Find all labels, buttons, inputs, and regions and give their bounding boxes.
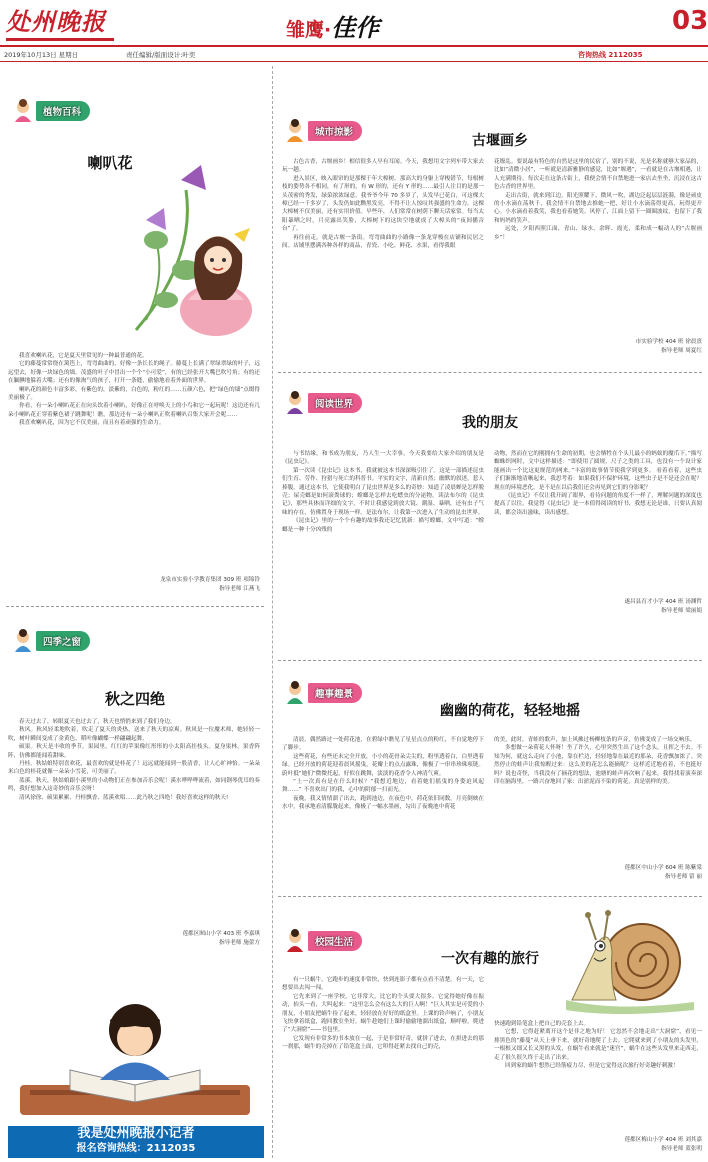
reading-kid-icon [10,990,260,1120]
author-school: 龙泉市实验小学教育集团 309 班 项锦铃 [160,577,260,583]
lotus-title: 幽幽的荷花，轻轻地摇 [440,703,580,719]
tag-town [282,120,362,142]
town-title: 古堰画乡 [472,133,528,149]
kid-icon [282,118,308,144]
plant-body [8,352,260,428]
campus-author [494,1136,702,1153]
author-school: 市实验学校 404 班 徐晨熹 [635,339,702,345]
paragraph: 清风徐徐、硕果累累、丹桂飘香、蓝溪欢唱……此乃秋之四绝！我好喜欢这样的秋天! [19,794,229,801]
hotline: 咨询热线 2112035 [578,51,643,59]
tag-friend [282,392,362,414]
paragraph: 它的藤蔓常常绕在篱笆上，弯弯曲曲的，好像一条长长的绳子。藤蔓上长满了翠绿翠绿的叶子，远远望去，好像一块绿色的墙。茂盛的叶子中冒出一个个“小可爱”，有的已经张开大嘴巴吹号角；有的还在腼腆地躲着大嘴；还有的像淘气的孩子，打开一条缝，偷偷地看着外面的世界。 [8,361,260,385]
tag-autumn [10,630,90,652]
section-label: 雏鹰· [286,19,332,41]
friend-col-2 [494,450,702,517]
autumn-title: 秋之四绝 [104,690,165,708]
friend-title: 我的朋友 [462,415,518,431]
paragraph: 再往前走，就是古堰一条街。弯弯曲曲的小路像一条龙穿梭在店铺和民居之间。店铺里摆满各种各样的商品，青瓷、小吃、鲜花、水果，看得我眼 [282,234,484,250]
section-label-big: 佳作 [331,13,380,42]
lotus-col-2 [494,736,702,786]
paragraph: 花缭乱。要说最有特色的自然是这里的民宿了，别的不说，光是名称就够大家品的，比如“清微小居”，一听就是清新雅静的感觉，比如“堰遇”，一看就是在古堰相遇，让人充满期待。每次走在这条古街上，我便会情不自禁地进一家店去坐坐，沉浸在这古色古香的世界里。 [494,159,702,191]
town-author [494,338,702,355]
paragraph: 的美，此时，青蛙的歌声，加上风拂过杨柳枝条的声音，仿佛变成了一场交响乐。 [494,737,696,743]
paragraph: 《昆虫记》里的一个个有趣的故事我还记忆犹新：描写螳螂，文中写道：“螳螂是一种十分凶残的 [282,518,484,533]
autumn-author [8,930,260,947]
kid-icon [282,928,308,954]
town-col-1 [282,158,484,250]
girl-flower-illustration [126,160,260,340]
paragraph: 我喜欢喇叭花，因为它不仅美丽，而且有着顽强的生命力。 [19,420,165,427]
paragraph: 古色古香，古堰画乡！相信很多人早有耳闻。今天，我想用文字列车带大家去玩一趟。 [282,159,484,174]
paragraph: 《昆虫记》不仅让我开阔了眼界，看待问题的角度不一样了，理解问题的深度也提高了以往。我觉得《昆虫记》是一本值得阅读的好书，我想无论是谁，只要认真阅读，都会读出滋味，读出感想。 [494,493,702,516]
author-teacher: 指导老师 梁丽娟 [661,607,702,614]
author-school: 遂昌县育才小学 404 班 汤渊哲 [624,599,702,605]
section-title [286,8,380,42]
author-school: 莲都区中山小学 604 班 陈紫棠 [624,865,702,871]
kid-icon [282,680,308,706]
paragraph: 与书结缘，和书成为朋友，乃人生一大幸事。今天我要给大家介绍的朋友是《昆虫记》。 [282,451,484,466]
tag-label: 植物百科 [36,101,90,121]
campus-col-2 [494,1020,702,1070]
plant-title: 喇叭花 [87,154,133,172]
paragraph: 这些荷花，有些还未完全开放，小小的花骨朵尖尖的，粉里透着白，白里透着绿。已经开放的荷花迎着晨风摇曳，花瓣上的点点露珠，像极了一串串珍珠项链。蔚叶抵“她们”微微托起，好似在跳舞，淡淡的花香令人神清气爽。 [282,753,484,777]
paragraph: 清晨，偶然路过一处荷花池，在碧绿中瞧见了星星点点的粉红，不自觉地停下了脚步。 [282,737,484,752]
promo-line-2: 报名咨询热线：2112035 [76,1143,196,1154]
masthead [0,0,708,64]
page-number: 03 [672,6,708,36]
tag-label: 校园生活 [308,931,362,951]
campus-col-1 [282,976,484,1052]
header-rule-2 [0,61,708,62]
paragraph: 动物，然而在它的刚拥有生命的初期，也会牺牲在个头儿最小的蚂蚁的魔爪下。”描写蜘蛛织网时，文中这样描述：“即使用了圆规、尺子之类的工具，也没有一个设计家能画出一个比这更规范的网来。”丰富的故事情节使我学到更多。 看着看着，这些虫子们渐渐地清晰起来，我思考着：如果我们不保护环境，这些虫子是不是还会在呢？现在的环境恶化，是不是在以后我们还会再见到它们的身影呢？ [494,451,702,491]
paragraph: 进入景区，映入眼帘的是那棵千年大樟树。那高大的身躯上穿梭错节，每根树枝的姿势各不相同，有了形的，有 W 形的，还有 Y 形的……最引人注目的是那一头茂密的秀发，绿染浓浓绿意。我爷爷今年 70 多岁了，头发早已花白，可这棵大樟已经一千多岁了，头发仍如此黝黑发亮，不得不让人惊叹其强盛的生命力。这棵大樟树不仅美丽，还有实用价值。早些年，人们常常在树荫下聊天话家常。每当太阳暴晒之时，月亮露出笑脸，大樟树下的这块空地就成了大樟头的“夜间播音台”了。 [282,175,484,233]
town-col-2 [494,158,702,242]
paragraph: 硕果。秋天是丰收的季节。果园里，红红的苹果像红彤彤的小太阳高挂枝头。夏身果林，果香阵阵，仿佛都能闻着甜味。 [8,744,260,759]
section-rule [278,372,702,373]
author-teacher: 指导老师 施蕾方 [219,939,260,946]
issue-date: 2019年10月13日 星期日 [4,51,79,59]
paragraph: 它想，它得赶紧离开这个是非之地为好！ 它忽然不会地走出“大洞窟”，看见一排黑色的“藤蔓”从天上垂下来，就好奇地爬了上去。它爬就来到了小朋友的头发里，一根根又细又长又黑的头发，在蜗牛看来就是“迷宫”，蜗牛在这些头发里来走西走，走了很久很久终于走出了出来。 [494,1029,702,1061]
campus-title: 一次有趣的旅行 [441,951,539,967]
tag-label: 趣事趣景 [308,683,362,703]
paragraph: 喇叭花的颜色丰富多彩，有紫色的，淡紫的，白色的，粉红的……五颜六色，把“绿色的墙”点缀得美丽极了。 [8,386,260,402]
newspaper-logo [6,2,114,41]
author-school: 莲都区梅山小学 404 班 刘其嘉 [624,1137,702,1143]
lotus-col-1 [282,736,484,812]
paragraph: 夜晚，我又情情溜了出去，跑到池边，在夜色中，荷花依旧同数。月亮倒映在水中，我承地看清朦胧起来，像极了一幅水墨画，勾出了夜晚池中荷花 [282,795,484,811]
tag-lotus [282,682,362,704]
promo-line-1: 我是处州晚报小记者 [77,1126,195,1141]
column-divider [272,66,273,1158]
promo-banner [8,1126,264,1158]
tag-campus [282,930,362,952]
paragraph: 第一次读《昆虫记》这本书，我就被这本书深深吸引住了。这是一部描述昆虫们生育、劳作、狩猎与死亡的科普书。平实的文字，清新自然；幽默的叙述，惹人捧腹。通过这本书，它使我明白了昆虫世界是多么的奇妙：知道了凌晨蝉是怎样脱壳；屎壳螂是如何滚粪球的；螳螂是怎样去吃蟋虫的分泌物。读法布尔的《昆虫记》，那些具体而详细的文字，不时让我感觉到放大镜、潮湿、暴晒，还有虫子气味的存在，仿佛置身于现场一样。是法布尔，让我第一次进入了生动的昆虫世界。 [282,467,484,516]
kid-icon [282,390,308,416]
paragraph: 秋风。秋风轻柔地吹着，吹走了夏天的炎热，送来了秋天的凉爽。秋风是一位魔术师，她轻轻一吹，树叶瞬间变成了金黄色，稻叶像蝴蝶一样翩翩起舞。 [8,727,260,742]
author-teacher: 指导老师 江燕飞 [219,585,260,592]
autumn-body [8,718,260,802]
tag-plant [10,100,90,122]
plant-author [8,576,260,593]
paragraph: 快速跑到铅笔盒上把自己的壳套上去。 [494,1021,590,1027]
header-rule [0,45,708,47]
paragraph: 它先来到了一座学校，它非常大，比它的个头要大很多。它觉得她好像在振动，抬头一看，大叫起来：“这里怎么会有这么大的巨人啊！”巨人其实是可爱的小朋友，小朋友把蜗牛捡了起来，轻轻放在好好的纸盒里。上课的铃声响了，小朋友飞快拿着纸盒，跑回教室坐好。蜗牛趁她们上课时偷偷地溜出纸盒，顺呼啦，爬进了“大洞窟”——书包里。 [282,993,484,1034]
author-school: 莲都区囿山小学 403 班 李嘉琪 [182,931,260,937]
paragraph: 丹桂。秋姑娘特别喜欢花，最喜欢的就是桂花了！远远就能闻到一股清香，让人心旷神怡。一朵朵米白色的桂花就像一朵朵小雪花，可美丽了。 [8,761,260,776]
friend-col-1 [282,450,484,534]
paragraph: 它发现有非常多的书本放在一起，于是非常好奇，就拼了进去，在拼进去的那一刹那，蜗牛的壳掉在了铅笔盒上面，它叩得赶紧去找自己的壳， [282,1035,484,1051]
section-rule [6,606,264,607]
author-teacher: 指导老师 周夏红 [661,347,702,354]
paragraph: 多想做一朵荷花人怀呀！坐了许久，心里突然生出了这个念头，且挥之不去。不知为何，就这么走向了小池，靠在栏边，轻轻地靠在最近的那朵，花香飘加浓了。突然停止的蛙声让我惊醒过来：这么美的花怎么能摘呢？ 这样近近地看着，不也挺好吗？说也奇怪，当我没有了摘花的想法，池塘的蛙声再次响了起来，我得找着演奏深印在脑海里，一路兴奋地回了家：出淤泥而不染的荷花，真是别样的美。 [494,745,702,786]
section-rule [278,896,702,897]
paragraph: 远处，夕阳西照江面，青山、绿水、余晖、霞光，柔和成一幅动人的“古堰画乡”！ [494,226,702,241]
paragraph: 蓝溪。秋天，秋姑娘跟小溪里的小动物们正在参加音乐会呢！溪水哗哗哗流着，如同钢琴优耳的奏鸣，我好想加入这奇妙的音乐会呀！ [8,777,260,793]
editor-credit: 责任编辑/版面设计:叶奕 [126,51,196,59]
section-rule [278,660,702,661]
paragraph: 春天过去了，转眼夏天也过去了，秋天也悄悄来到了我们身边。 [19,719,176,725]
friend-author [494,598,702,615]
paragraph: 有一只蜗牛，它跑步的速度非常快，快到连影子都有点看不清楚。有一天，它想要出去闯一闯。 [282,977,484,992]
kid-icon [10,98,36,124]
tag-label: 阅读世界 [308,393,362,413]
paragraph: 我喜欢喇叭花，它是夏天里常见的一种最普通的花。 [19,353,148,359]
paragraph: 回到家的蜗牛想然已经筋疲力尽，但是它觉得这次旅行好奇趣好刺激！ [505,1063,679,1070]
tag-label: 四季之窗 [36,631,90,651]
author-teacher: 指导老师 蓝张明 [661,1145,702,1152]
paragraph: “上一次真有是在什么时候？”我想近地边，看着她们摇曳的身姿迫风起舞……” 不喜欢出门的我，心中的阴郁一扫而光。 [282,779,484,794]
kid-icon [10,628,36,654]
snail-icon [556,900,702,1016]
paragraph: 你看，有一朵小喇叭花正在向头饮着小喇叭，好像正在呼唤天上的小鸟和它一起玩呢！这边还有几朵小喇叭花正穿着紫色裙子跳舞呢！瞧，那边还有一朵小喇叭正吹着喇叭召集大家开会呢…… [8,403,260,418]
tag-label: 城市掠影 [308,121,362,141]
author-teacher: 指导老师 留 丽 [664,873,702,880]
logo-text: 处州晚报 [6,7,106,36]
paragraph: 走出古街，就来到江边。阳光照耀下，微风一吹，湖边泛起层层涟漪，像是顽皮的小水滴在荡秋千，我会情不自禁地去推她一把，好让小水滴荡得更高，玩得更开心。小水滴看着我笑，我也看着她笑。风停了，江面上留下一圈圈波纹，也留下了我和妈妈的笑声。 [494,192,702,224]
lotus-author [494,864,702,881]
